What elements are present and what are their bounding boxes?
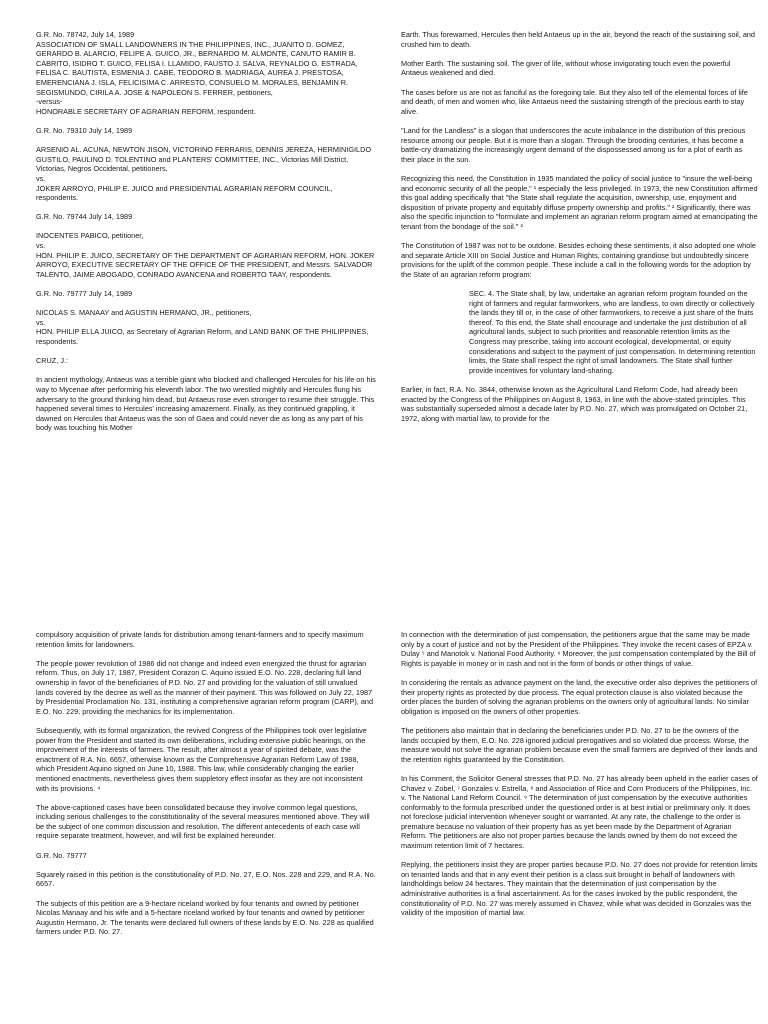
paragraph: Recognizing this need, the Constitution in 1935 mandated the policy of social justice to "insure the well-being and economic security of all the people," ¹ especially the less privileged. In 1973, the new Constitution affirmed this goal adding specifically that "the State shall regulate the acquisition, ownership, use, enjoyment and disposition of private property and equitably diffuse property ownership and profits." ² Significantly, there was also the specific injunction to "formulate and implement an agrarian reform program aimed at emancipating the tenant from the bondage of the soil." ³ <box>401 173 758 231</box>
case-number-79310: G.R. No. 79310 July 14, 1989 <box>36 125 133 135</box>
paragraph: "Land for the Landless" is a slogan that underscores the acute imbalance in the distribution of this precious resource among our people. But it is more than a slogan. Through the brooding centuries, it has become a battle-cry dramatizing the increasingly urgent demand of the dispossessed among us for a plot of earth as their place in the sun. <box>401 125 746 164</box>
paragraph: In connection with the determination of just compensation, the petitioners argue that the same may be made only by a court of justice and not by the President of the Philippines. They invoke the recent cases of EPZA v. Dulay ⁵ and Manotok v. National Food Authority. ⁶ Moreover, the just compensation contemplated by the Bill of Rights is payable in money or in cash and not in the form of bonds or other things of value. <box>401 630 756 668</box>
paragraph: The subjects of this petition are a 9-hectare riceland worked by four tenants and owned by petitioner Nicolas Manaay and his wife and a 5-hectare riceland worked by four tenants and owned by petitioner Augustin Hermano, Jr. The tenants were declared full owners of these lands by E.O. No. 228 as qualified farmers under P.D. No. 27. <box>36 898 374 937</box>
page-2-right-column <box>401 630 758 1024</box>
paragraph: compulsory acquisition of private lands for distribution among tenant-farmers and to specify maximum retention limits for landowners. <box>36 630 364 649</box>
page-1-left-column <box>36 30 376 558</box>
page-2-left-column <box>36 630 376 1024</box>
block-quote: SEC. 4. The State shall, by law, undertake an agrarian reform program founded on the right of farmers and regular farmworkers, who are landless, to own directly or collectively the lands they till or, in the case of other farmworkers, to receive a just share of the fruits thereof. To this end, the State shall encourage and undertake the just distribution of all agricultural lands, subject to such priorities and reasonable retention limits as the Congress may prescribe, taking into account ecological, developmental, or equity considerations and subject to the payment of just compensation. In determining retention limits, the State shall respect the right of small landowners. The State shall further provide incentives for voluntary land-sharing. <box>469 289 756 375</box>
case-caption-78742: G.R. No. 78742, July 14, 1989 ASSOCIATION OF SMALL LANDOWNERS IN THE PHILIPPINES, INC., JUANITO D. GOMEZ, GERARDO B. ALARCIO, FELIPE A. GUICO, JR., BERNARDO M. ALMONTE, CANUTO RAMIR B. CABRITO, ISIDRO T. GUICO, FELISA I. LLAMIDO, FAUSTO J. SALVA, REYNALDO G. ESTRADA, FELISA C. BAUTISTA, ESMENIA J. CABE, TEODORO B. MADRIAGA, AUREA J. PRESTOSA, EMERENCIANA J. ISLA, FELICISIMA C. ARRESTO, CONSUELO M. MORALES, BENJAMIN R. SEGISMUNDO, CIRILA A. JOSE & NAPOLEON S. FERRER, petitioners, -versus- HONORABLE SECRETARY OF AGRARIAN REFORM, respondent. <box>36 30 358 116</box>
paragraph: Mother Earth. The sustaining soil. The giver of life, without whose invigorating touch even the powerful Antaeus weakened and died. <box>401 58 731 78</box>
page-1-right-column <box>401 30 758 558</box>
paragraph: Replying, the petitioners insist they are proper parties because P.D. No. 27 does not provide for retention limits on tenanted lands and that in any event their petition is a class suit brought in behalf of landowners with landholdings below 24 hectares. They maintain that the determination of just compensation by the administrative authorities is a final ascertainment. As for the cases invoked by the public respondent, the constitutionality of P.D. No. 27 was merely assumed in Chavez, while what was decided in Gonzales was the validity of the imposition of martial law. <box>401 860 758 918</box>
case-caption-79777: NICOLAS S. MANAAY and AGUSTIN HERMANO, JR., petitioners, vs. HON. PHILIP ELLA JUICO, as Secretary of Agrarian Reform, and LAND BANK OF THE PHILIPPINES, respondents. <box>36 308 369 346</box>
paragraph: Subsequently, with its formal organization, the revived Congress of the Philippines took over legislative power from the President and started its own deliberations, including extensive public hearings, on the improvement of the interests of farmers. The result, after almost a year of spirited debate, was the enactment of R.A. No. 6657, otherwise known as the Comprehensive Agrarian Reform Law of 1988, which President Aquino signed on June 10, 1988. This law, while considerably changing the earlier mentioned enactments, nevertheless gives them suppletory effect insofar as they are not inconsistent with its provisions. ⁴ <box>36 725 367 793</box>
paragraph: Squarely raised in this petition is the constitutionality of P.D. No. 27, E.O. Nos. 228 and 229, and R.A. No. 6657. <box>36 869 376 889</box>
paragraph: The people power revolution of 1986 did not change and indeed even energized the thrust for agrarian reform. Thus, on July 17, 1987, President Corazon C. Aquino issued E.O. No. 228, declaring full land ownership in favor of the beneficiaries of P.D. No. 27 and providing for the valuation of still unvalued lands covered by the decree as well as the manner of their payment. This was followed on July 22, 1987 by Presidential Proclamation No. 131, instituting a comprehensive agrarian reform program (CARP), and E.O. No. 229, providing the mechanics for its implementation. <box>36 658 374 716</box>
ponente: CRUZ, J.: <box>36 356 69 366</box>
section-heading: G.R. No. 79777 <box>36 850 87 860</box>
paragraph: In considering the rentals as advance payment on the land, the executive order also deprives the petitioners of their property rights as protected by due process. The equal protection clause is also violated because the order places the burden of solving the agrarian problems on the owners only of agricultural lands. No similar obligation is imposed on the owners of other properties. <box>401 677 758 716</box>
paragraph: Earlier, in fact, R.A. No. 3844, otherwise known as the Agricultural Land Reform Code, had already been enacted by the Congress of the Philippines on August 8, 1963, in line with the above-stated principles. This was substantially superseded almost a decade later by P.D. No. 27, which was promulgated on October 21, 1972, along with martial law, to provide for the <box>401 384 748 423</box>
page-2 <box>0 622 768 1024</box>
paragraph: The Constitution of 1987 was not to be outdone. Besides echoing these sentiments, it also adopted one whole and separate Article XIII on Social Justice and Human Rights, containing grandiose but undoubtedly sincere provisions for the uplift of the common people. These include a call in the following words for the adoption by the State of an agrarian reform program: <box>401 241 756 279</box>
paragraph: The above-captioned cases have been consolidated because they involve common legal questions, including serious challenges to the constitutionality of the several measures mentioned above. They will be the subject of one common discussion and resolution, The different antecedents of each case will require separate treatment, however, and will first be explained hereunder. <box>36 802 370 841</box>
case-number-79777: G.R. No. 79777 July 14, 1989 <box>36 289 133 299</box>
paragraph: Earth. Thus forewarned, Hercules then held Antaeus up in the air, beyond the reach of the sustaining soil, and crushed him to death. <box>401 30 755 49</box>
case-caption-79310: ARSENIO AL. ACUNA, NEWTON JISON, VICTORINO FERRARIS, DENNIS JEREZA, HERMINIGILDO GUSTILO, PAULINO D. TOLENTINO and PLANTERS' COMMITTEE, INC., Victorias Mill District, Victorias, Negros Occidental, petitioners, vs. JOKER ARROYO, PHILIP E. JUICO and PRESIDENTIAL AGRARIAN REFORM COUNCIL, respondents. <box>36 145 372 203</box>
paragraph: In ancient mythology, Antaeus was a terrible giant who blocked and challenged Hercules for his life on his way to Mycenae after performing his eleventh labor. The two wrestled mightily and Hercules flung his adversary to the ground thinking him dead, but Antaeus rose even stronger to resume their struggle. This happened several times to Hercules' increasing amazement. Finally, as they continued grappling, it dawned on Hercules that Antaeus was the son of Gaea and could never die as long as any part of his body was touching his Mother <box>36 375 376 433</box>
case-number-79744: G.R. No. 79744 July 14, 1989 <box>36 212 133 222</box>
paragraph: The cases before us are not as fanciful as the foregoing tale. But they also tell of the elemental forces of life and death, of men and women who, like Antaeus need the sustaining strength of the precious earth to stay alive. <box>401 87 748 116</box>
case-caption-79744: INOCENTES PABICO, petitioner, vs. HON. PHILIP E. JUICO, SECRETARY OF THE DEPARTMENT OF AGRARIAN REFORM, HON. JOKER ARROYO, EXECUTIVE SECRETARY OF THE OFFICE OF THE PRESIDENT, and Messrs. SALVADOR TALENTO, JAIME ABOGADO, CONRADO AVANCENA and ROBERTO TAAY, respondents. <box>36 231 375 279</box>
paragraph: The petitioners also maintain that in declaring the beneficiaries under P.D. No. 27 to be the owners of the lands occupied by them, E.O. No. 228 ignored judicial prerogatives and so violated due process. Worse, the measure would not solve the agrarian problem because even the small farmers are deprived of their lands and the retention rights guaranteed by the Constitution. <box>401 725 758 764</box>
paragraph: In his Comment, the Solicitor General stresses that P.D. No. 27 has already been upheld in the earlier cases of Chavez v. Zobel, ⁷ Gonzales v. Estrella, ⁸ and Association of Rice and Corn Producers of the Philippines, Inc. v. The National Land Reform Council. ⁹ The determination of just compensation by the executive authorities conformably to the formula prescribed under the questioned order is at best initial or preliminary only. It does not foreclose judicial intervention whenever sought or warranted. At any rate, the challenge to the order is premature because no valuation of their property has as yet been made by the Department of Agrarian Reform. The petitioners are also not proper parties because the lands owned by them do not exceed the maximum retention limit of 7 hectares. <box>401 773 758 851</box>
